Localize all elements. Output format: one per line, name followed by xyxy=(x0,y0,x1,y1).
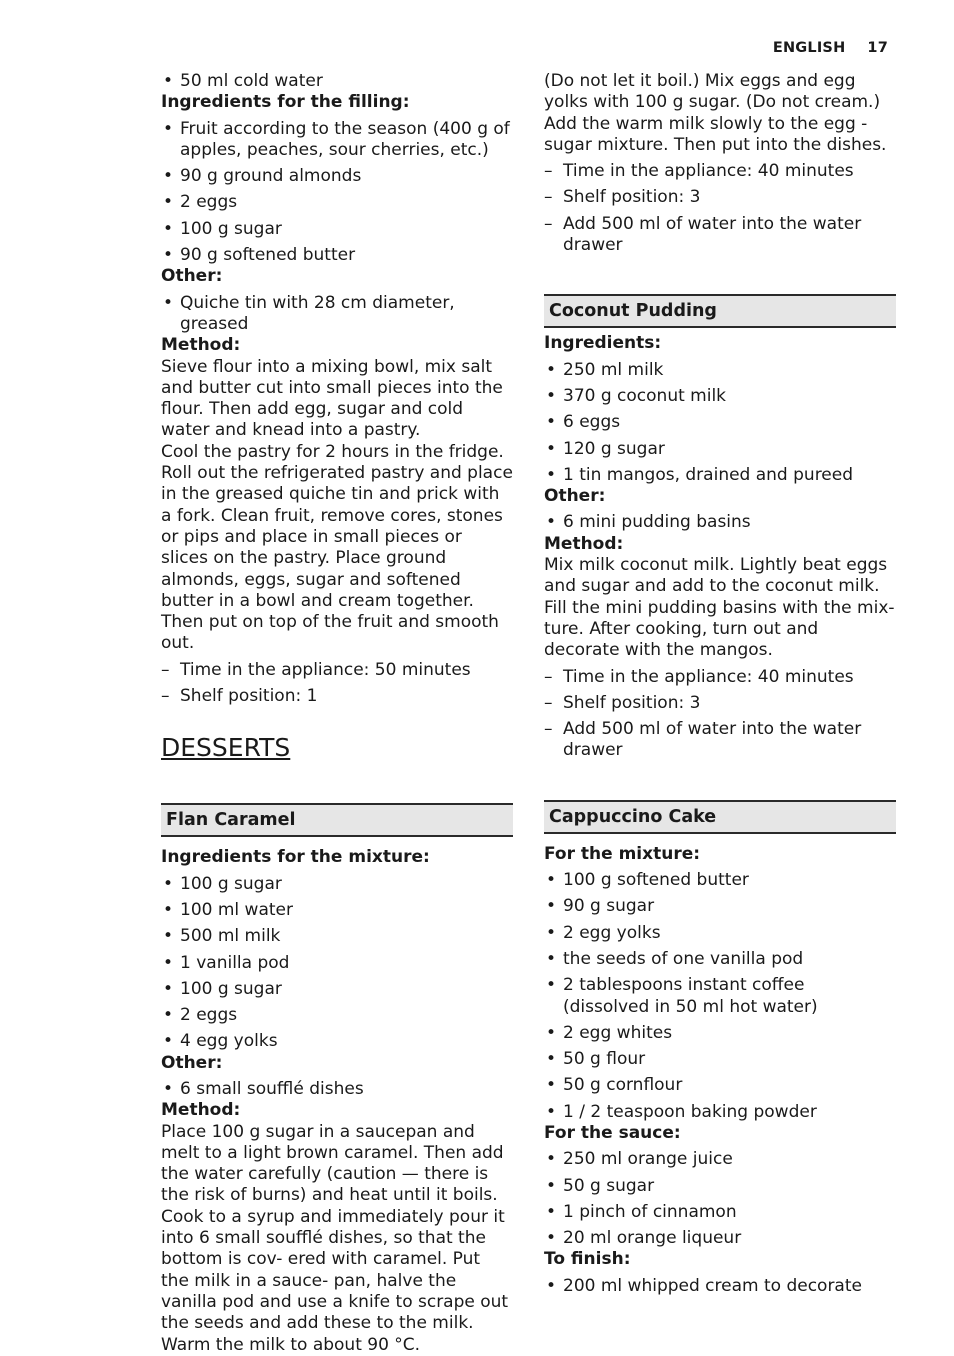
list-item: • 50 ml cold water xyxy=(161,71,513,92)
list-item: • 6 small soufflé dishes xyxy=(161,1079,513,1100)
method-paragraph: (Do not let it boil.) Mix eggs and egg yolks with 100 g sugar. (Do not cream.) Add the warm milk slowly to the egg - sugar mixture. Then put into the dishes. xyxy=(544,71,887,155)
list-item: • Fruit according to the season (400 g of apples, peaches, sour cherries, etc.) xyxy=(161,119,513,162)
ingredients-list xyxy=(544,360,896,486)
method-heading: Method: xyxy=(544,533,624,554)
other-heading: Other: xyxy=(161,1052,223,1073)
section-title: DESSERTS xyxy=(161,733,291,763)
list-item: • 2 egg whites xyxy=(544,1023,896,1044)
list-item: • 6 mini pudding basins xyxy=(544,512,896,533)
recipe-title: Cappuccino Cake xyxy=(549,806,717,827)
list-item: • 100 g sugar xyxy=(161,874,513,895)
list-item: • 50 g cornflour xyxy=(544,1075,896,1096)
method-heading: Method: xyxy=(161,335,241,356)
step-item: – Time in the appliance: 40 minutes xyxy=(544,667,896,688)
sauce-list xyxy=(544,1149,896,1249)
list-item: • 370 g coconut milk xyxy=(544,386,896,407)
list-item: • 20 ml orange liqueur xyxy=(544,1228,896,1249)
list-item: • 4 egg yolks xyxy=(161,1031,513,1052)
list-item: • 2 egg yolks xyxy=(544,923,896,944)
cont-ingredient-list xyxy=(161,71,513,92)
language-label: ENGLISH xyxy=(772,40,846,56)
left-column xyxy=(161,71,513,1356)
list-item: • 100 g sugar xyxy=(161,979,513,1000)
step-item: – Time in the appliance: 50 minutes xyxy=(161,660,513,681)
sauce-heading: For the sauce: xyxy=(544,1122,681,1143)
other-list xyxy=(161,293,513,336)
recipe-title-box xyxy=(544,294,896,328)
list-item: • 1 vanilla pod xyxy=(161,953,513,974)
list-item: • 200 ml whipped cream to decorate xyxy=(544,1276,896,1297)
list-item: • 120 g sugar xyxy=(544,439,896,460)
list-item: • 2 tablespoons instant coffee (dissolved in 50 ml hot water) xyxy=(544,975,896,1018)
method-heading: Method: xyxy=(161,1100,241,1121)
list-item: • 100 g softened butter xyxy=(544,870,896,891)
method-paragraph: Place 100 g sugar in a saucepan and melt to a light brown caramel. Then add the water carefully (caution — there is the risk of burns) and heat until it boils. Cook to a syrup and immediately pour it into 6 small soufflé dishes, so that the bottom is cov- ered with caramel. Put the milk in a sauce- pan, halve the vanilla pod and use a knife to scrape out the seeds and add these to the milk. Warm the milk to about 90 °C. xyxy=(161,1121,509,1355)
list-item: • 100 g sugar xyxy=(161,219,513,240)
step-item: – Add 500 ml of water into the water drawer xyxy=(544,214,896,257)
mixture-heading: For the mixture: xyxy=(544,843,701,864)
step-item: – Shelf position: 3 xyxy=(544,187,896,208)
steps-list xyxy=(544,161,896,256)
page-number: 17 xyxy=(867,40,888,56)
method-paragraph: Cool the pastry for 2 hours in the fridge. Roll out the refrigerated pastry and place in the greased quiche tin and prick with a fork. Clean fruit, remove cores, stones or pips and place in small pieces or slices on the pastry. Place ground almonds, eggs, sugar and softened butter in a bowl and cream together. Then put on top of the fruit and smooth out. xyxy=(161,441,513,654)
recipe-title-box xyxy=(161,803,513,837)
step-item: – Add 500 ml of water into the water drawer xyxy=(544,719,896,762)
list-item: • 2 eggs xyxy=(161,1005,513,1026)
list-item: • 1 pinch of cinnamon xyxy=(544,1202,896,1223)
finish-heading: To finish: xyxy=(544,1249,631,1270)
other-heading: Other: xyxy=(544,486,606,507)
recipe-title: Flan Caramel xyxy=(166,810,296,831)
step-item: – Shelf position: 1 xyxy=(161,686,513,707)
filling-list xyxy=(161,119,513,267)
list-item: • 90 g ground almonds xyxy=(161,166,513,187)
list-item: • 6 eggs xyxy=(544,412,896,433)
list-item: • 50 g sugar xyxy=(544,1176,896,1197)
steps-list xyxy=(161,660,513,708)
list-item: • 250 ml orange juice xyxy=(544,1149,896,1170)
list-item: • 50 g flour xyxy=(544,1049,896,1070)
page-header xyxy=(751,38,888,59)
step-item: – Time in the appliance: 40 minutes xyxy=(544,161,896,182)
mixture-list xyxy=(544,870,896,1123)
other-list xyxy=(544,512,896,533)
list-item: • the seeds of one vanilla pod xyxy=(544,949,896,970)
ingredients-heading: Ingredients: xyxy=(544,333,662,354)
right-column xyxy=(544,71,896,1297)
ingredients-list xyxy=(161,874,513,1053)
list-item: • 90 g sugar xyxy=(544,896,896,917)
recipe-title: Coconut Pudding xyxy=(549,301,717,322)
steps-list xyxy=(544,667,896,762)
list-item: • 2 eggs xyxy=(161,192,513,213)
method-paragraph: Sieve flour into a mixing bowl, mix salt and butter cut into small pieces into the flour. Then add egg, sugar and cold water and knead into a pastry. xyxy=(161,356,503,441)
other-heading: Other: xyxy=(161,266,223,287)
list-item: • 250 ml milk xyxy=(544,360,896,381)
recipe-title-box xyxy=(544,800,896,834)
finish-list xyxy=(544,1276,896,1297)
ingredients-heading: Ingredients for the mixture: xyxy=(161,847,430,868)
list-item: • 100 ml water xyxy=(161,900,513,921)
step-item: – Shelf position: 3 xyxy=(544,693,896,714)
list-item: • 1 tin mangos, drained and pureed xyxy=(544,465,896,486)
method-paragraph: Mix milk coconut milk. Lightly beat eggs and sugar and add to the coconut milk. Fill the mini pudding basins with the mix- ture. After cooking, turn out and decorate with the mangos. xyxy=(544,555,895,661)
list-item: • Quiche tin with 28 cm diameter, greased xyxy=(161,293,513,336)
list-item: • 500 ml milk xyxy=(161,926,513,947)
list-item: • 1 / 2 teaspoon baking powder xyxy=(544,1102,896,1123)
list-item: • 90 g softened butter xyxy=(161,245,513,266)
other-list xyxy=(161,1079,513,1100)
filling-heading: Ingredients for the filling: xyxy=(161,92,410,113)
